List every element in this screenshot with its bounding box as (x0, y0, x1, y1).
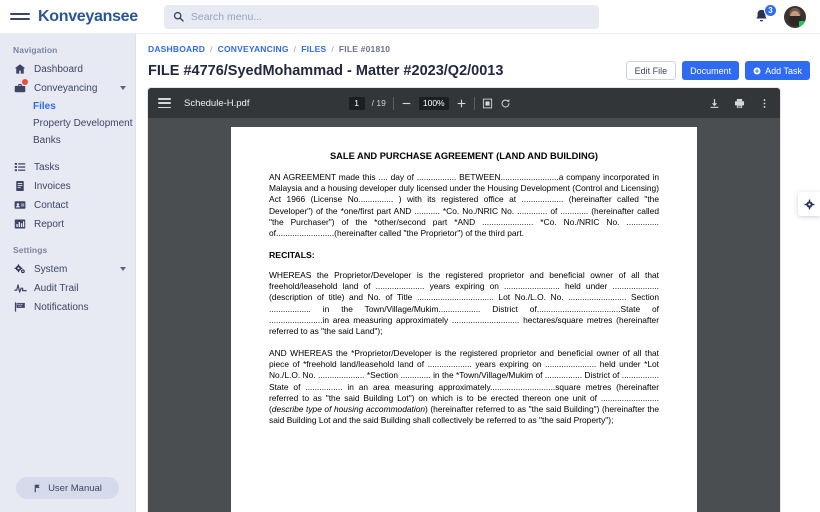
gears-icon (13, 263, 27, 276)
document-paragraph-2: WHEREAS the Proprietor/Developer is the registered proprietor and beneficial owner of all that freehold/leasehold land of ..................... years expiring on ........................ held under ....................(description of title) and No. of Title ................................. Lot No./L.O. No. ......................... Section .................. in the Town/Village/Mukim.................. District of....................................State of .......................in area measuring approximately ............................. hectares/square metres (hereinafter referred to as "the said Land"); (269, 270, 659, 336)
sidebar-item-system[interactable] (0, 260, 135, 278)
pdf-toolbar-right (709, 98, 770, 109)
minus-icon (401, 98, 412, 109)
user-manual-label: User Manual (48, 482, 102, 494)
sidebar-item-report[interactable] (0, 215, 135, 233)
notifications-button[interactable] (753, 5, 773, 26)
sidebar-item-label: Report (34, 218, 65, 230)
top-bar (0, 0, 820, 34)
toolbar-divider (393, 97, 394, 110)
chevron-down-icon[interactable] (120, 267, 126, 271)
sidebar-item-label: Audit Trail (34, 282, 79, 294)
sidebar-item-dashboard[interactable] (0, 60, 135, 78)
document-title: SALE AND PURCHASE AGREEMENT (LAND AND BUILDING) (329, 151, 599, 161)
pdf-page-input[interactable]: 1 (349, 97, 365, 110)
sidebar-subitem-label: Banks (33, 135, 61, 146)
breadcrumb (136, 34, 820, 54)
document-paragraph-1: AN AGREEMENT made this .... day of ................. BETWEEN.........................a company incorporated in Malaysia and a housing developer duly licensed under the Housing Development (Control and Licensing) Act 1966 (License No............... ) with its registered office at .................. (hereinafter called "the Developer") of the *one/first part AND ........... *Co. No./NRIC No. ............. of ............ (hereinafter called "the Purchaser") of the *other/second part *AND ...................... *Co. No./NRIC No. .............. of.........................(hereinafter called "the Proprietor") of the third part. (269, 172, 659, 238)
plus-circle-icon (753, 67, 761, 75)
document-paragraph-3-part-b: ) (hereinafter referred to as "the said Building") (hereinafter the said Building Lot and the said Building shall collectively be referred to as "the said Property"); (269, 403, 659, 426)
rotate-icon (500, 98, 511, 109)
sidebar-footer (0, 477, 135, 512)
notification-badge: 3 (764, 4, 777, 17)
sidebar-item-audit-trail[interactable] (0, 279, 135, 297)
pdf-filename: Schedule-H.pdf (184, 97, 250, 109)
document-label: Document (690, 65, 732, 76)
document-paragraph-3 (269, 348, 659, 426)
breadcrumb-files[interactable]: FILES (301, 44, 327, 54)
sidebar-section-navigation: Navigation (13, 45, 58, 55)
breadcrumb-dashboard[interactable]: DASHBOARD (148, 44, 206, 54)
page-actions (626, 61, 810, 80)
pdf-viewer (148, 88, 780, 512)
pdf-viewer-container (136, 80, 820, 512)
sidebar-subitem-files[interactable] (0, 98, 135, 115)
document-paragraph-3-italic: describe type of housing accommodation (271, 403, 426, 414)
sidebar-item-label: Tasks (34, 161, 60, 173)
conveyancing-alert-badge (21, 78, 29, 86)
breadcrumb-separator: / (293, 44, 297, 54)
breadcrumb-current: FILE #01810 (338, 44, 391, 54)
fit-page-button[interactable] (482, 98, 493, 109)
more-options-button[interactable] (759, 98, 770, 109)
contact-card-icon (13, 199, 27, 212)
top-bar-actions (753, 6, 810, 28)
add-task-button[interactable] (745, 61, 810, 80)
menu-toggle-icon[interactable] (10, 10, 30, 24)
flag-icon (13, 301, 27, 314)
pdf-toolbar (148, 88, 780, 118)
sidebar-item-conveyancing[interactable] (0, 79, 135, 97)
search-icon (173, 11, 184, 22)
add-task-label: Add Task (765, 65, 802, 76)
document-recitals-heading: RECITALS: (269, 250, 315, 261)
sidebar-item-tasks[interactable] (0, 158, 135, 176)
document-button[interactable] (682, 61, 739, 80)
invoice-icon (13, 180, 27, 193)
page-body (0, 34, 820, 512)
page-title: FILE #4776/SyedMohammad - Matter #2023/Q2/0013 (148, 62, 504, 79)
sidebar-item-notifications[interactable] (0, 298, 135, 316)
zoom-in-button[interactable] (456, 98, 467, 109)
gear-icon (804, 199, 815, 210)
page-header (136, 54, 820, 80)
sidebar-item-label: Conveyancing (34, 82, 98, 94)
chevron-down-icon[interactable] (120, 86, 126, 90)
home-icon (13, 63, 27, 76)
download-button[interactable] (709, 98, 720, 109)
document-paragraph-3-part-a: AND WHEREAS the *Proprietor/Developer is the registered proprietor and beneficial owner of all that piece of *freehold land/leasehold land of ................... years expiring on ...................... held under *Lot No./L.O. No. .................... *Section ............. in the *Town/Village/Mukim of ................ District of ................ State of ................ in an area measuring approximately............................square metres (hereinafter referred to as "the said Building Lot") on which is to be erected thereon one unit of ......................... ( (269, 348, 659, 414)
bookmark-icon (33, 484, 42, 493)
toolbar-divider (474, 97, 475, 110)
avatar[interactable] (784, 6, 806, 28)
fit-page-icon (482, 98, 493, 109)
sidebar-spacer (0, 149, 135, 158)
zoom-out-button[interactable] (401, 98, 412, 109)
pdf-stage[interactable] (148, 118, 780, 512)
search-input[interactable] (191, 11, 590, 23)
sidebar-item-label: System (34, 263, 68, 275)
sidebar-item-label: Dashboard (34, 63, 83, 75)
sidebar-subitem-banks[interactable] (0, 132, 135, 149)
settings-fab-button[interactable] (798, 192, 820, 216)
sidebar-item-label: Invoices (34, 180, 71, 192)
edit-file-label: Edit File (634, 65, 668, 76)
breadcrumb-separator: / (210, 44, 213, 54)
pdf-page (231, 127, 697, 512)
search-box[interactable] (164, 5, 599, 29)
print-button[interactable] (734, 98, 745, 109)
breadcrumb-conveyancing[interactable]: CONVEYANCING (217, 44, 289, 54)
sidebar-item-label: Contact (34, 199, 69, 211)
pdf-total-pages: / 19 (371, 98, 386, 108)
user-manual-button[interactable] (16, 477, 119, 499)
rotate-button[interactable] (500, 98, 511, 109)
sidebar-section-settings: Settings (13, 245, 48, 255)
pdf-zoom-level[interactable]: 100% (419, 97, 449, 110)
sidebar-item-contact[interactable] (0, 196, 135, 214)
pdf-sidebar-toggle-icon[interactable] (158, 98, 171, 108)
sidebar-subitem-label: Property Development (33, 118, 133, 129)
online-status-indicator (799, 21, 806, 28)
breadcrumb-separator: / (331, 44, 334, 54)
sidebar-item-label: Notifications (34, 301, 89, 313)
briefcase-icon (13, 82, 27, 95)
sidebar-subitem-property-development[interactable] (0, 115, 135, 132)
plus-icon (456, 98, 467, 109)
report-chart-icon (13, 218, 27, 231)
app-logo: Konveyansee (38, 7, 138, 25)
pulse-icon (13, 282, 27, 295)
tasks-icon (13, 161, 27, 174)
edit-file-button[interactable] (626, 61, 677, 80)
pdf-toolbar-center (349, 97, 511, 110)
download-icon (709, 98, 720, 109)
sidebar-subitem-label: Files (33, 101, 56, 112)
kebab-menu-icon (759, 98, 770, 109)
main-content (136, 34, 820, 512)
printer-icon (734, 98, 745, 109)
sidebar (0, 34, 136, 512)
sidebar-item-invoices[interactable] (0, 177, 135, 195)
